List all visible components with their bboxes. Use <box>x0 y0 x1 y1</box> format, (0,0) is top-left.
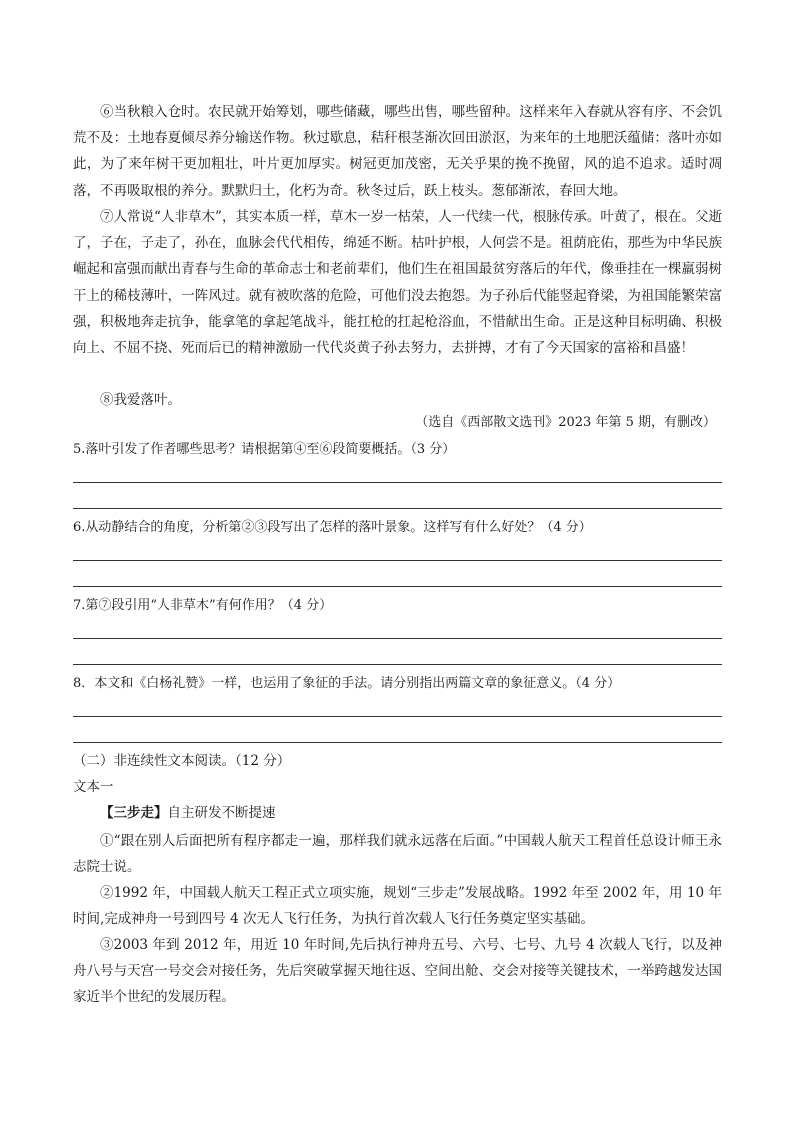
answer-line[interactable] <box>73 664 722 665</box>
paragraph-text1-1: ①“跟在别人后面把所有程序都走一遍，那样我们就永远落在后面。”中国载人航天工程首任总设计师王永志院士说。 <box>73 833 722 876</box>
subheading-text: 自主研发不断提速 <box>167 805 276 821</box>
paragraph-8: ⑧我爱落叶。 <box>100 392 181 408</box>
subheading <box>73 802 276 824</box>
answer-line[interactable] <box>73 560 722 561</box>
answer-line[interactable] <box>73 638 722 639</box>
paragraph-7: ⑦人常说“人非草木”，其实本质一样，草木一岁一枯荣，人一代续一代，根脉传承。叶黄了，根在。父逝了，子在，子走了，孙在，血脉会代代相传，绵延不断。枯叶护根，人何尝不是。祖荫庇佑，那些为中华民族崛起和富强而献出青春与生命的革命志士和老前辈们，他们生在祖国最贫穷落后的年代，像垂挂在一棵羸弱树干上的稀枝薄叶，一阵风过。就有被吹落的危险，可他们没去抱怨。为子孙后代能竖起脊梁，为祖国能繁荣富强，积极地奔走抗争，能拿笔的拿起笔战斗，能扛枪的扛起枪浴血，不惜献出生命。正是这种目标明确、积极向上、不屈不挠、死而后已的精神激励一代代炎黄子孙去努力，去拼搏，才有了今天国家的富裕和昌盛！ <box>73 209 722 357</box>
question-6: 6.从动静结合的角度，分析第②③段写出了怎样的落叶景象。这样写有什么好处？（4 分） <box>73 520 592 535</box>
answer-line[interactable] <box>73 482 722 483</box>
answer-line[interactable] <box>73 742 722 743</box>
paragraph-text1-3: ③2003 年到 2012 年，用近 10 年时间,先后执行神舟五号、六号、七号、九号 4 次载人飞行，以及神舟八号与天宫一号交会对接任务，先后突破掌握天地往返、空间出舱、交会对接等关键技术，一举跨越发达国家近半个世纪的发展历程。 <box>73 937 722 1006</box>
question-5: 5.落叶引发了作者哪些思考？请根据第④至⑥段简要概括。（3 分） <box>73 442 456 457</box>
question-8: 8．本文和《白杨礼赞》一样，也运用了象征的手法。请分别指出两篇文章的象征意义。（4 分） <box>73 676 621 691</box>
text-label: 文本一 <box>73 779 114 795</box>
paragraph-6: ⑥当秋粮入仓时。农民就开始筹划，哪些储藏，哪些出售，哪些留种。这样来年入春就从容有序、不会饥荒不及：土地春夏倾尽养分输送作物。秋过歇息，秸秆根茎渐次回田淤沤，为来年的土地肥沃蕴储：落叶亦如此，为了来年树干更加粗壮，叶片更加厚实。树冠更加茂密，无关乎果的挽不挽留，风的追不追求。适时凋落，不再吸取根的养分。默默归土，化朽为奇。秋冬过后，跃上枝头。葱郁渐浓，春回大地。 <box>73 104 722 199</box>
subheading-bracket: 【三步走】 <box>100 805 168 821</box>
paragraph-text1-2: ②1992 年，中国载人航天工程正式立项实施，规划“三步走”发展战略。1992 年至 2002 年，用 10 年时间,完成神舟一号到四号 4 次无人飞行任务，为执行首次载人飞行任务奠定坚实基础。 <box>73 885 722 928</box>
source-citation: （选自《西部散文选刊》2023 年第 5 期，有删改） <box>415 415 716 430</box>
answer-line[interactable] <box>73 586 722 587</box>
question-7: 7.第⑦段引用“人非草木”有何作用？（4 分） <box>73 598 333 613</box>
answer-line[interactable] <box>73 716 722 717</box>
answer-line[interactable] <box>73 508 722 509</box>
section-heading: （二）非连续性文本阅读。（12 分） <box>73 753 291 769</box>
